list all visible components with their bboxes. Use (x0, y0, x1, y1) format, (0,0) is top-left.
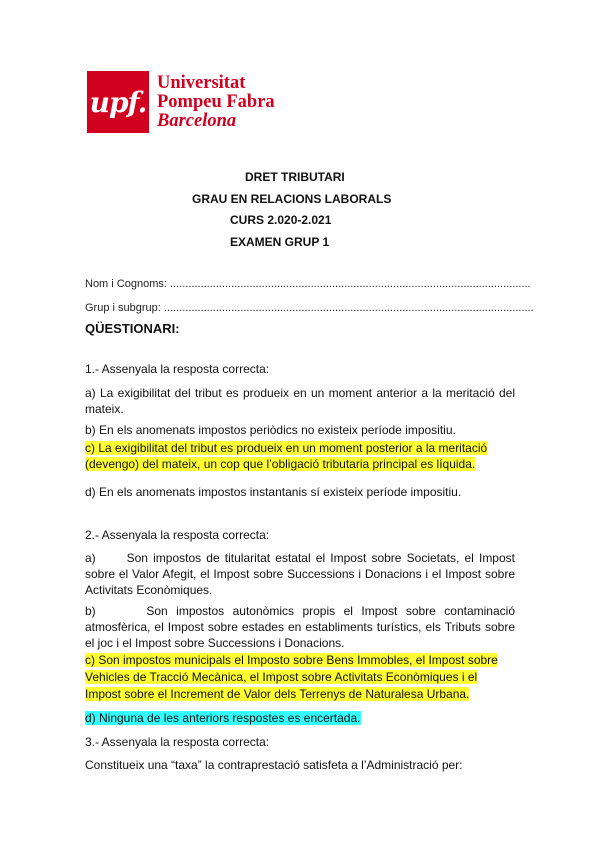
question-2-option-c-text: c) Son impostos municipals el Imposto sobre Bens Immobles, el Impost sobre Vehicles de Tracció Mecànica, el Impost sobre Activitats Econòmiques i el Impost sobre el Increment de Valor dels Terrenys de Naturalesa Urbana. (85, 653, 498, 701)
name-label: Nom i Cognoms: (85, 278, 170, 290)
question-1-option-a: a) La exigibilitat del tribut es produeix en un moment anterior a la meritació del mateix. (85, 386, 515, 416)
group-field[interactable] (85, 302, 534, 314)
question-1-option-c (85, 440, 515, 472)
degree-title: GRAU EN RELACIONS LABORALS (192, 192, 392, 206)
question-2-option-b: b) Son impostos autonòmics propis el Impost sobre contaminació atmosfèrica, el Impost sobre estades en establiments turístics, els Tributs sobre el joc i el Impost sobre Successions i Donacions. (85, 604, 519, 650)
subject-title: DRET TRIBUTARI (245, 170, 345, 184)
question-1-option-d: d) En els anomenats impostos instantanis sí existeix període impositiu. (85, 485, 462, 499)
upf-logo-mark: upf. (87, 71, 149, 133)
question-2-option-a: a) Son impostos de titularitat estatal el Impost sobre Societats, el Impost sobre el Valor Afegit, el Impost sobre Successions i Donacions i el Impost sobre Activitats Econòmiques. (85, 551, 519, 597)
group-label: Grup i subgrup: (85, 302, 164, 314)
upf-logo-text (157, 71, 275, 133)
upf-logo (87, 71, 275, 133)
logo-line-1: Universitat (157, 73, 246, 93)
section-title: QÜESTIONARI: (85, 321, 180, 336)
logo-line-2: Pompeu Fabra (157, 92, 275, 112)
question-2-option-d-text: d) Ninguna de les anteriors respostes es encertada. (85, 711, 361, 725)
group-dots: ......................................................................................................................... (163, 302, 534, 314)
exam-title: EXAMEN GRUP 1 (230, 235, 330, 249)
name-field[interactable] (85, 278, 531, 290)
question-3-prompt: 3.- Assenyala la resposta correcta: (85, 735, 270, 749)
question-2-option-d (85, 710, 515, 726)
course-title: CURS 2.020-2.021 (230, 213, 332, 227)
question-1-prompt: 1.- Assenyala la resposta correcta: (85, 362, 270, 376)
question-2-option-c (85, 652, 515, 703)
question-1-option-c-text: c) La exigibilitat del tribut es produeix en un moment posterior a la meritació (devengo) del mateix, un cop que l’obligació tributaria principal es líquida. (85, 441, 488, 471)
question-2-prompt: 2.- Assenyala la resposta correcta: (85, 528, 270, 542)
question-1-option-b: b) En els anomenats impostos periòdics no existeix període impositiu. (85, 423, 456, 437)
logo-line-3: Barcelona (157, 111, 237, 131)
name-dots: ...................................................................................................................... (169, 278, 531, 290)
question-3-text: Constitueix una “taxa” la contraprestació satisfeta a l’Administració per: (85, 758, 463, 772)
